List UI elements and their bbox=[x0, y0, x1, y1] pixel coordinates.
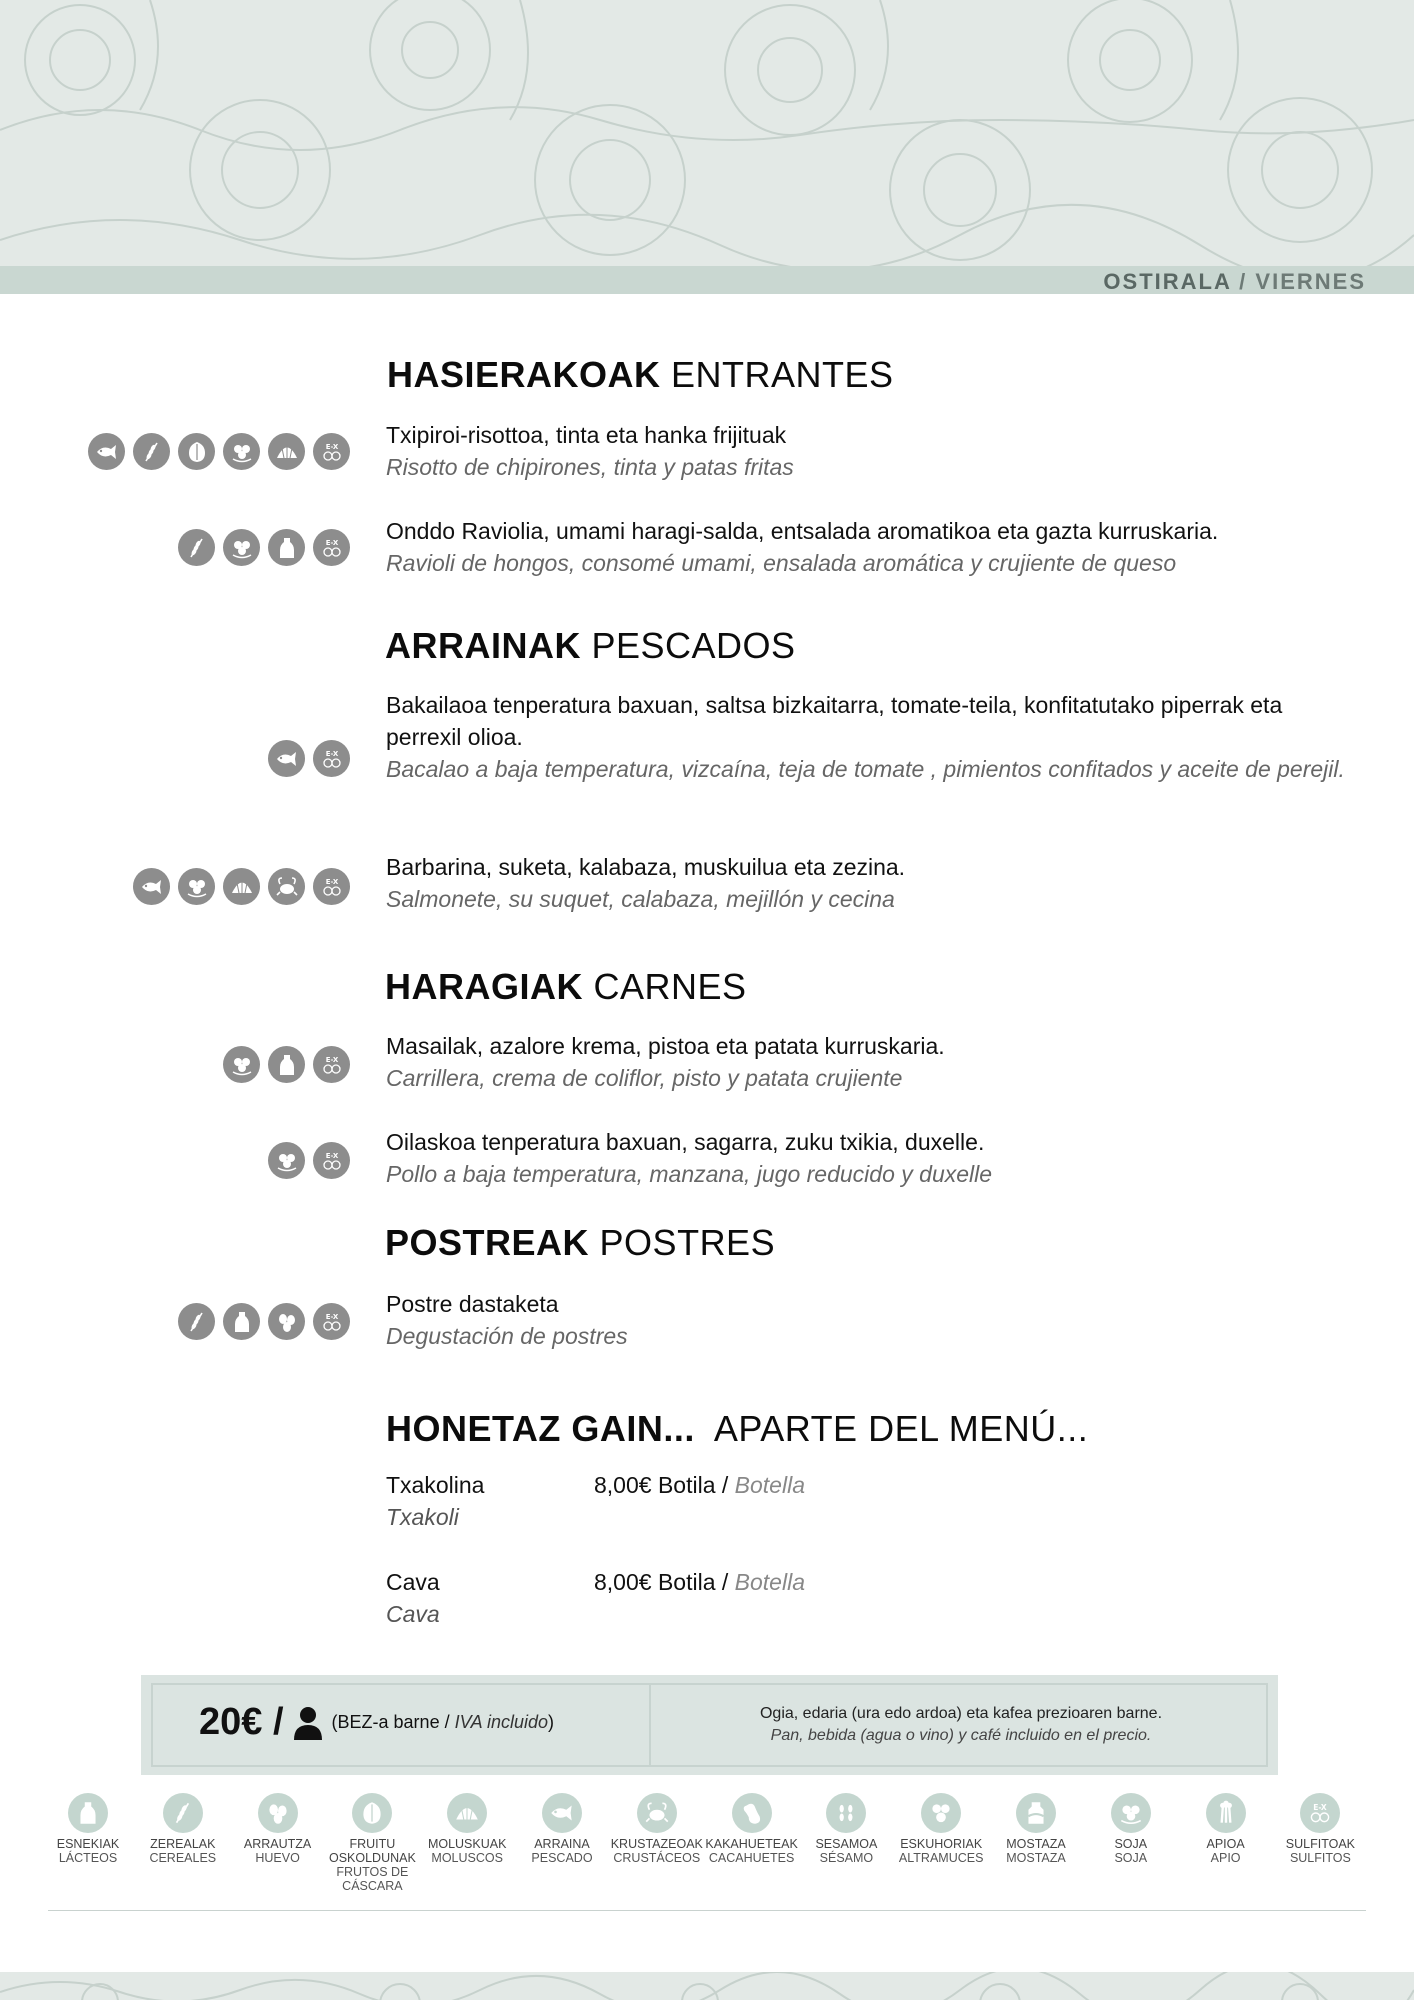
egg-icon bbox=[264, 1799, 292, 1827]
legend-item bbox=[607, 1793, 707, 1865]
allergen-icons bbox=[178, 1303, 350, 1340]
cereal-icon bbox=[184, 535, 210, 561]
soy-icon bbox=[229, 535, 255, 561]
extra-name-es: Cava bbox=[386, 1601, 440, 1627]
milk-allergen bbox=[268, 529, 305, 566]
legend-item bbox=[1270, 1793, 1370, 1865]
mollusc-icon bbox=[274, 439, 300, 465]
divider-line bbox=[48, 1910, 1366, 1911]
legend-circle bbox=[258, 1793, 298, 1833]
legend-item bbox=[228, 1793, 328, 1865]
mollusc-icon bbox=[229, 874, 255, 900]
sulphite-icon bbox=[319, 1148, 345, 1174]
sulphite-allergen bbox=[313, 868, 350, 905]
dish-name-es: Carrillera, crema de coliflor, pisto y patata crujiente bbox=[386, 1065, 903, 1091]
milk-icon bbox=[274, 535, 300, 561]
dish-name-es: Degustación de postres bbox=[386, 1323, 628, 1349]
floral-pattern-icon bbox=[0, 0, 1414, 266]
soy-allergen bbox=[223, 433, 260, 470]
dish-name-eu: Onddo Raviolia, umami haragi-salda, entsalada aromatikoa eta gazta kurruskaria. bbox=[386, 518, 1219, 544]
sulphite-allergen bbox=[313, 1046, 350, 1083]
legend-label-es: ALTRAMUCES bbox=[898, 1851, 984, 1865]
menu-price bbox=[199, 1701, 554, 1744]
vat-note bbox=[332, 1712, 554, 1733]
section-title-eu: ARRAINAK bbox=[385, 625, 581, 666]
dish-name-es: Salmonete, su suquet, calabaza, mejillón y cecina bbox=[386, 886, 895, 912]
svg-text:E-X: E-X bbox=[325, 749, 338, 758]
vat-close: ) bbox=[548, 1712, 554, 1732]
includes-note bbox=[661, 1703, 1261, 1747]
legend-label-eu: ARRAUTZA bbox=[243, 1837, 312, 1851]
svg-text:E-X: E-X bbox=[325, 1055, 338, 1064]
cereal-allergen bbox=[133, 433, 170, 470]
celery-icon bbox=[1212, 1799, 1240, 1827]
legend-label-es: FRUTOS DE CÁSCARA bbox=[336, 1865, 409, 1893]
milk-icon bbox=[74, 1799, 102, 1827]
fish-icon bbox=[548, 1799, 576, 1827]
legend-circle bbox=[637, 1793, 677, 1833]
legend-item bbox=[1081, 1793, 1181, 1865]
includes-eu: Ogia, edaria (ura edo ardoa) eta kafea prezioaren barne. bbox=[759, 1705, 1163, 1722]
floral-pattern-icon bbox=[0, 1972, 1414, 2000]
soy-icon bbox=[229, 439, 255, 465]
mustard-icon bbox=[1022, 1799, 1050, 1827]
price-box bbox=[141, 1675, 1278, 1775]
fish-icon bbox=[139, 874, 165, 900]
extra-price-eu: 8,00€ Botila / bbox=[594, 1472, 729, 1498]
extra-bottle-es: Botella bbox=[734, 1569, 805, 1595]
sulphite-allergen bbox=[313, 433, 350, 470]
fish-allergen bbox=[268, 740, 305, 777]
section-title-eu: HASIERAKOAK bbox=[387, 354, 661, 395]
section-title-desserts bbox=[385, 1222, 775, 1264]
soy-allergen bbox=[268, 1142, 305, 1179]
sulphite-allergen bbox=[313, 529, 350, 566]
section-title-eu: HARAGIAK bbox=[385, 966, 583, 1007]
extra-price-eu: 8,00€ Botila / bbox=[594, 1569, 729, 1595]
fish-allergen bbox=[133, 868, 170, 905]
cereal-icon bbox=[184, 1309, 210, 1335]
section-title-es: ENTRANTES bbox=[671, 354, 894, 395]
sulphite-icon bbox=[319, 746, 345, 772]
legend-label-es: APIO bbox=[1210, 1851, 1241, 1865]
legend-label-eu: SESAMOA bbox=[815, 1837, 878, 1851]
dish-name-eu: Txipiroi-risottoa, tinta eta hanka frijituak bbox=[386, 422, 787, 448]
mollusc-allergen bbox=[223, 868, 260, 905]
price-box-divider bbox=[649, 1683, 651, 1767]
allergen-legend bbox=[48, 1793, 1368, 1903]
soy-icon bbox=[274, 1148, 300, 1174]
legend-label-es: SÉSAMO bbox=[819, 1851, 874, 1865]
legend-label-eu: FRUITU OSKOLDUNAK bbox=[328, 1837, 416, 1865]
extra-price bbox=[594, 1472, 805, 1499]
svg-text:E-X: E-X bbox=[325, 442, 338, 451]
legend-label-es: PESCADO bbox=[531, 1851, 593, 1865]
legend-label-es: CACAHUETES bbox=[708, 1851, 795, 1865]
sulphite-allergen bbox=[313, 1303, 350, 1340]
legend-circle bbox=[921, 1793, 961, 1833]
legend-label-es: SOJA bbox=[1114, 1851, 1148, 1865]
legend-label-eu: KAKAHUETEAK bbox=[705, 1837, 798, 1851]
day-eu: OSTIRALA bbox=[1103, 269, 1232, 294]
cereal-icon bbox=[139, 439, 165, 465]
dish-name-eu: Bakailaoa tenperatura baxuan, saltsa bizkaitarra, tomate-teila, konfitatutako piperrak eta perrexil olioa. bbox=[386, 692, 1283, 750]
section-title-meat bbox=[385, 966, 747, 1008]
legend-circle bbox=[1111, 1793, 1151, 1833]
legend-circle bbox=[68, 1793, 108, 1833]
section-title-es: APARTE DEL MENÚ... bbox=[713, 1408, 1089, 1449]
legend-item bbox=[133, 1793, 233, 1865]
legend-circle bbox=[1016, 1793, 1056, 1833]
milk-icon bbox=[274, 1052, 300, 1078]
price-value: 20€ / bbox=[199, 1701, 284, 1743]
crustacean-allergen bbox=[268, 868, 305, 905]
legend-label-es: MOLUSCOS bbox=[431, 1851, 503, 1865]
legend-item bbox=[512, 1793, 612, 1865]
legend-item bbox=[986, 1793, 1086, 1865]
section-title-fish bbox=[385, 625, 796, 667]
dish-name-es: Ravioli de hongos, consomé umami, ensalada aromática y crujiente de queso bbox=[386, 550, 1177, 576]
allergen-icons bbox=[268, 740, 350, 777]
svg-text:E-X: E-X bbox=[325, 538, 338, 547]
extra-bottle-es: Botella bbox=[734, 1472, 805, 1498]
section-title-starters bbox=[387, 354, 894, 396]
crustacean-icon bbox=[643, 1799, 671, 1827]
milk-allergen bbox=[268, 1046, 305, 1083]
allergen-icons bbox=[268, 1142, 350, 1179]
svg-text:E-X: E-X bbox=[1313, 1802, 1328, 1812]
extra-name-es: Txakoli bbox=[386, 1504, 459, 1530]
section-title-extras bbox=[386, 1408, 1088, 1450]
section-title-es: PESCADOS bbox=[591, 625, 796, 666]
peanut-icon bbox=[738, 1799, 766, 1827]
floral-header-banner bbox=[0, 0, 1414, 266]
legend-label-es: CEREALES bbox=[149, 1851, 217, 1865]
legend-item bbox=[322, 1793, 422, 1893]
dish-name-es: Risotto de chipirones, tinta y patas fritas bbox=[386, 454, 794, 480]
legend-label-es: MOSTAZA bbox=[1006, 1851, 1066, 1865]
legend-circle bbox=[352, 1793, 392, 1833]
sulphite-allergen bbox=[313, 740, 350, 777]
legend-label-eu: MOSTAZA bbox=[1006, 1837, 1066, 1851]
legend-item bbox=[417, 1793, 517, 1865]
legend-circle bbox=[447, 1793, 487, 1833]
soy-allergen bbox=[178, 868, 215, 905]
mollusc-allergen bbox=[268, 433, 305, 470]
dish-name-eu: Masailak, azalore krema, pistoa eta patata kurruskaria. bbox=[386, 1033, 945, 1059]
legend-label-eu: KRUSTAZEOAK bbox=[610, 1837, 703, 1851]
allergen-icons bbox=[223, 1046, 350, 1083]
section-title-eu: POSTREAK bbox=[385, 1222, 590, 1263]
legend-label-eu: ZEREALAK bbox=[150, 1837, 216, 1851]
cereal-icon bbox=[169, 1799, 197, 1827]
dish bbox=[386, 1030, 1356, 1094]
day-es: VIERNES bbox=[1255, 269, 1366, 294]
legend-circle bbox=[826, 1793, 866, 1833]
allergen-icons bbox=[133, 868, 350, 905]
legend-item bbox=[702, 1793, 802, 1865]
allergen-icons bbox=[88, 433, 350, 470]
allergen-icons bbox=[178, 529, 350, 566]
nut-icon bbox=[184, 439, 210, 465]
legend-circle bbox=[1300, 1793, 1340, 1833]
egg-icon bbox=[274, 1309, 300, 1335]
egg-allergen bbox=[268, 1303, 305, 1340]
crustacean-icon bbox=[274, 874, 300, 900]
includes-es: Pan, bebida (agua o vino) y café incluido en el precio. bbox=[770, 1727, 1152, 1744]
milk-allergen bbox=[223, 1303, 260, 1340]
legend-circle bbox=[542, 1793, 582, 1833]
legend-label-eu: SULFITOAK bbox=[1285, 1837, 1355, 1851]
soy-allergen bbox=[223, 1046, 260, 1083]
fish-allergen bbox=[88, 433, 125, 470]
legend-label-es: HUEVO bbox=[255, 1851, 300, 1865]
cereal-allergen bbox=[178, 1303, 215, 1340]
legend-label-es: CRUSTÁCEOS bbox=[613, 1851, 701, 1865]
person-icon bbox=[294, 1706, 322, 1740]
legend-label-eu: ESKUHORIAK bbox=[900, 1837, 983, 1851]
legend-item bbox=[891, 1793, 991, 1865]
dish bbox=[386, 419, 1356, 483]
floral-footer-band bbox=[0, 1972, 1414, 2000]
legend-label-es: LÁCTEOS bbox=[58, 1851, 118, 1865]
extra-name-eu: Cava bbox=[386, 1569, 440, 1595]
sulphite-allergen bbox=[313, 1142, 350, 1179]
soy-icon bbox=[1117, 1799, 1145, 1827]
soy-icon bbox=[229, 1052, 255, 1078]
legend-label-eu: MOLUSKUAK bbox=[427, 1837, 507, 1851]
mollusc-icon bbox=[453, 1799, 481, 1827]
soy-allergen bbox=[223, 529, 260, 566]
section-title-es: POSTRES bbox=[599, 1222, 776, 1263]
milk-icon bbox=[229, 1309, 255, 1335]
lupin-icon bbox=[927, 1799, 955, 1827]
dish-name-es: Bacalao a baja temperatura, vizcaína, teja de tomate , pimientos confitados y aceite de perejil. bbox=[386, 756, 1345, 782]
dish-name-es: Pollo a baja temperatura, manzana, jugo reducido y duxelle bbox=[386, 1161, 993, 1187]
extra-price bbox=[594, 1569, 805, 1596]
fish-icon bbox=[94, 439, 120, 465]
legend-label-es: SULFITOS bbox=[1289, 1851, 1351, 1865]
day-label bbox=[1103, 269, 1366, 295]
svg-text:E-X: E-X bbox=[325, 877, 338, 886]
nut-icon bbox=[358, 1799, 386, 1827]
legend-item bbox=[796, 1793, 896, 1865]
legend-circle bbox=[163, 1793, 203, 1833]
legend-label-eu: ESNEKIAK bbox=[56, 1837, 120, 1851]
dish-name-eu: Postre dastaketa bbox=[386, 1291, 559, 1317]
sulphite-icon bbox=[319, 1309, 345, 1335]
dish-name-eu: Oilaskoa tenperatura baxuan, sagarra, zuku txikia, duxelle. bbox=[386, 1129, 985, 1155]
day-separator: / bbox=[1239, 269, 1248, 294]
legend-circle bbox=[1206, 1793, 1246, 1833]
vat-eu: (BEZ-a barne / bbox=[331, 1712, 450, 1732]
sulphite-icon bbox=[319, 439, 345, 465]
legend-circle bbox=[732, 1793, 772, 1833]
dish bbox=[386, 1288, 1356, 1352]
section-title-es: CARNES bbox=[593, 966, 747, 1007]
extra-name-eu: Txakolina bbox=[386, 1472, 485, 1498]
legend-item bbox=[1176, 1793, 1276, 1865]
sulphite-icon bbox=[319, 874, 345, 900]
section-title-eu: HONETAZ GAIN... bbox=[386, 1408, 695, 1449]
legend-item bbox=[38, 1793, 138, 1865]
nut-allergen bbox=[178, 433, 215, 470]
dish bbox=[386, 851, 1356, 915]
sesame-icon bbox=[832, 1799, 860, 1827]
dish bbox=[386, 689, 1346, 785]
dish bbox=[386, 515, 1356, 579]
legend-label-eu: ARRAINA bbox=[534, 1837, 590, 1851]
dish-name-eu: Barbarina, suketa, kalabaza, muskuilua eta zezina. bbox=[386, 854, 906, 880]
legend-label-eu: APIOA bbox=[1206, 1837, 1245, 1851]
vat-es: IVA incluido bbox=[454, 1712, 548, 1732]
day-band bbox=[0, 266, 1414, 294]
sulphite-icon bbox=[319, 1052, 345, 1078]
legend-label-eu: SOJA bbox=[1114, 1837, 1148, 1851]
svg-text:E-X: E-X bbox=[325, 1312, 338, 1321]
fish-icon bbox=[274, 746, 300, 772]
dish bbox=[386, 1126, 1356, 1190]
sulphite-icon bbox=[319, 535, 345, 561]
cereal-allergen bbox=[178, 529, 215, 566]
sulphite-icon bbox=[1306, 1799, 1334, 1827]
svg-text:E-X: E-X bbox=[325, 1151, 338, 1160]
soy-icon bbox=[184, 874, 210, 900]
